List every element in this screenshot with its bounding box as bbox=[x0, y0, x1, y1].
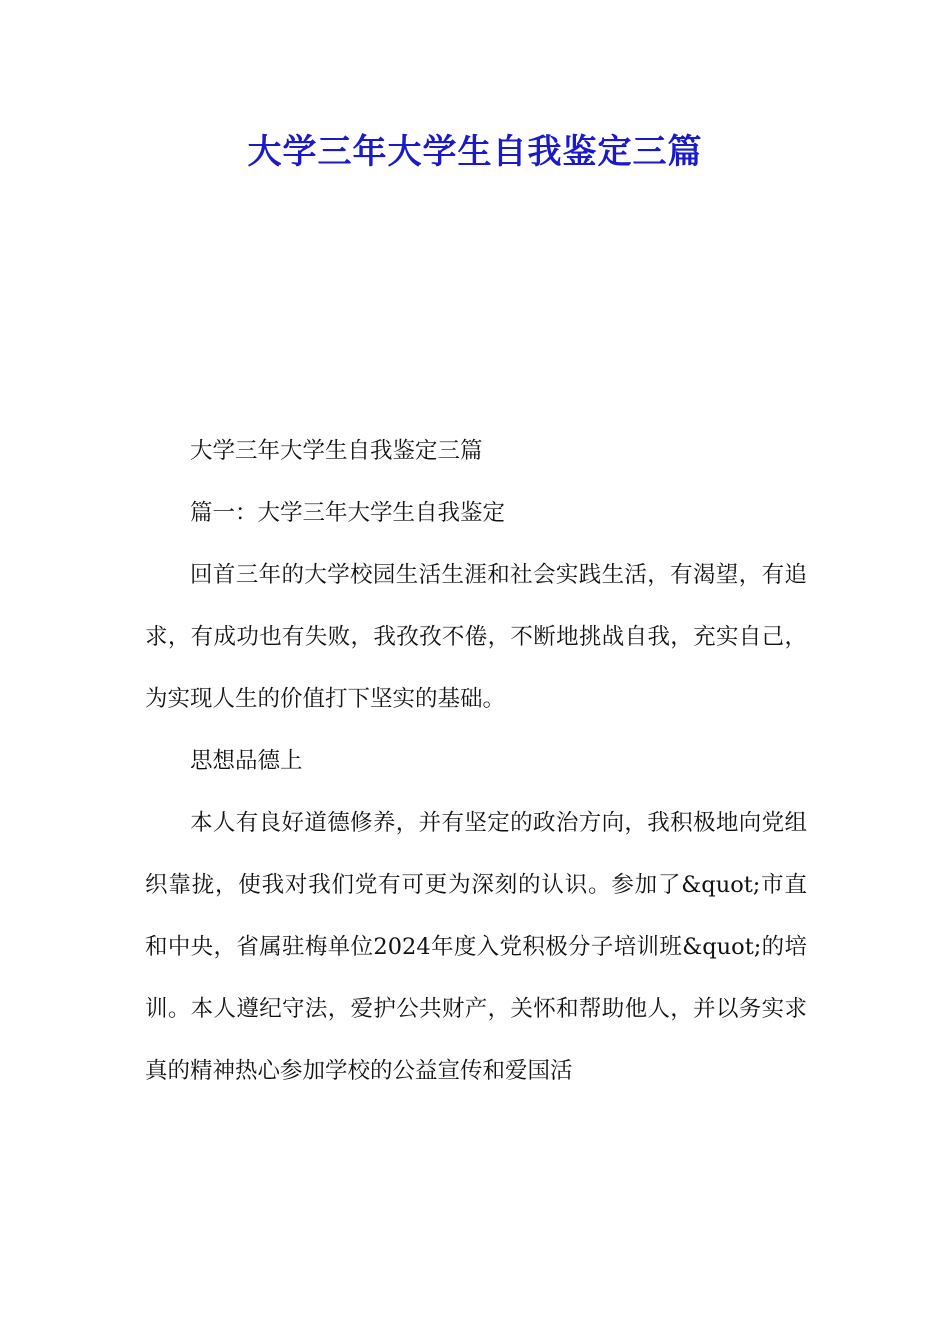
paragraph-subheading: 思想品德上 bbox=[190, 748, 303, 774]
paragraph-intro: 回首三年的大学校园生活生涯和社会实践生活，有渴望，有追求，有成功也有失败，我孜孜不倦，不断地挑战自我，充实自己，为实现人生的价值打下坚实的基础。 bbox=[145, 562, 807, 712]
paragraph-heading: 大学三年大学生自我鉴定三篇 bbox=[190, 438, 483, 464]
paragraph-section-title: 篇一：大学三年大学生自我鉴定 bbox=[190, 500, 506, 526]
document-title: 大学三年大学生自我鉴定三篇 bbox=[247, 132, 703, 172]
document-body bbox=[145, 420, 807, 1102]
paragraph-moral: 本人有良好道德修养，并有坚定的政治方向，我积极地向党组织靠拢，使我对我们党有可更为深刻的认识。参加了&quot;市直和中央，省属驻梅单位2024年度入党积极分子培训班&quot;的培训。本人遵纪守法，爱护公共财产，关怀和帮助他人，并以务实求真的精神热心参加学校的公益宣传和爱国活 bbox=[145, 810, 807, 1084]
